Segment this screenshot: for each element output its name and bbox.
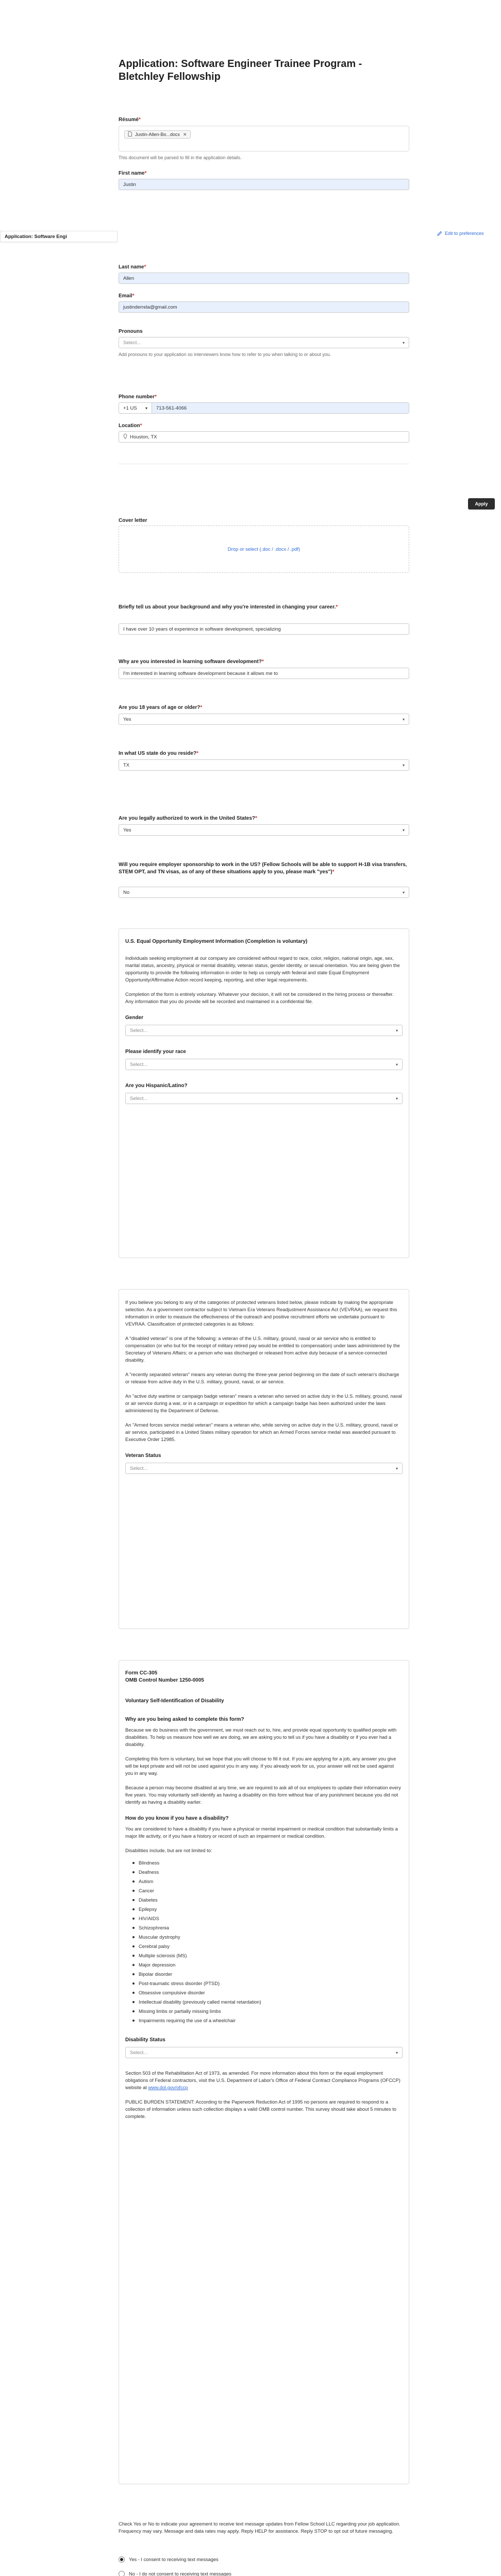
phone-label: Phone number* (119, 394, 157, 400)
disability-section (119, 1660, 409, 2484)
disability-status-label: Disability Status (125, 2037, 165, 2043)
race-select[interactable]: Select... ▾ (125, 1059, 403, 1070)
eeo-intro-2: Completion of the form is entirely voluntary. Whatever your decision, it will not be considered in the hiring process or thereafter. Any information that you do provide will be recorded and maintained in a confidential file. (125, 992, 394, 1004)
chevron-down-icon: ▾ (402, 717, 405, 722)
age-select[interactable]: Yes ▾ (119, 714, 409, 725)
list-item: Muscular dystrophy (132, 1933, 403, 1942)
resume-file-name: Justin-Allen-Bo...docx (135, 132, 180, 137)
disability-status-select[interactable]: Select... ▾ (125, 2047, 403, 2058)
veteran-section (119, 1289, 409, 1629)
pencil-icon (437, 231, 442, 236)
phone-country-select[interactable]: +1 US ▾ (119, 403, 152, 413)
resume-upload-box[interactable] (119, 126, 409, 151)
sticky-application-banner (0, 231, 118, 242)
first-name-input[interactable]: Justin (119, 179, 409, 190)
sticky-banner-text: Application: Software Engi (5, 233, 67, 240)
gender-select[interactable]: Select... ▾ (125, 1025, 403, 1036)
pronouns-select[interactable]: Select... ▾ (119, 337, 409, 348)
list-item: Bipolar disorder (132, 1970, 403, 1979)
chevron-down-icon: ▾ (395, 1096, 398, 1101)
cover-letter-drop-text: Drop or select (.doc / .docx / .pdf) (227, 546, 300, 552)
sms-consent-intro: Check Yes or No to indicate your agreement to receive text message updates from Fellow School LLC regarding your job application. Frequency may vary. Message and data rates may apply. Reply HELP for assistance. Reply STOP to opt out of future messaging. (119, 2521, 400, 2534)
veteran-status-select[interactable]: Select... ▾ (125, 1463, 403, 1474)
list-item: Cancer (132, 1886, 403, 1895)
burden-statement: PUBLIC BURDEN STATEMENT: According to the Paperwork Reduction Act of 1995 no persons are required to respond to a collection of information unless such collection displays a valid OMB control number. This survey should take about 5 minutes to complete. (125, 2099, 396, 2119)
chevron-down-icon: ▾ (145, 405, 147, 411)
list-item: Autism (132, 1877, 403, 1886)
disability-how-paragraph: You are considered to have a disability if you have a physical or mental impairment or medical condition that substantially limits a major life activity, or if you have a history or record of such an impairment or medical condition. (125, 1826, 398, 1839)
eeo-section (119, 928, 409, 1258)
edit-preferences-link[interactable] (437, 231, 484, 236)
email-input[interactable]: justinderrela@gmail.com (119, 301, 409, 313)
section-503-paragraph: Section 503 of the Rehabilitation Act of 1973, as amended. For more information about this form or the equal employment obligations of Federal contractors, visit the U.S. Department of Labor's Office of Federal Contract Compliance Programs (OFCCP) website at www.dol.gov/ofccp (125, 2071, 400, 2090)
document-icon (128, 131, 132, 138)
radio-selected[interactable] (119, 2556, 125, 2563)
cover-letter-label: Cover letter (119, 518, 147, 523)
resume-label: Résumé* (119, 117, 141, 123)
disability-list (125, 1858, 403, 2025)
gender-label: Gender (125, 1015, 144, 1021)
phone-input-group (119, 402, 409, 414)
list-item: Multiple sclerosis (MS) (132, 1951, 403, 1960)
veteran-status-label: Veteran Status (125, 1453, 161, 1459)
hispanic-label: Are you Hispanic/Latino? (125, 1083, 188, 1089)
cover-letter-dropzone[interactable] (119, 526, 409, 573)
list-item: Deafness (132, 1868, 403, 1877)
disability-title: Voluntary Self-Identification of Disability (125, 1698, 224, 1704)
location-input[interactable]: Houston, TX (119, 431, 409, 443)
recently-separated-definition: A "recently separated veteran" means any veteran during the three-year period beginning on the date of such veteran's discharge or release from active duty in the U.S. military, ground, naval, or air service. (125, 1372, 399, 1384)
list-item: Impairments requiring the use of a wheelchair (132, 2016, 403, 2025)
veteran-intro: If you believe you belong to any of the categories of protected veterans listed below, please indicate by making the appropriate selection. As a government contractor subject to Vietnam Era Veterans Readjustment Assistance Act (VEVRAA), we request this information in order to measure the effectiveness of the outreach and positive recruitment efforts we undertake pursuant to VEVRAA. Classification of protected categories is as follows: (125, 1300, 397, 1327)
disability-why-paragraph-3: Because a person may become disabled at any time, we are required to ask all of our employees to update their information every five years. You may voluntarily self-identify as having a disability on this form without fear of any punishment because you did not identify as having a disability earlier. (125, 1785, 401, 1805)
title-line-1: Application: Software Engineer Trainee Program - (119, 58, 362, 70)
disability-list-intro: Disabilities include, but are not limited to: (125, 1848, 212, 1853)
application-form (119, 0, 409, 2576)
list-item: Blindness (132, 1858, 403, 1868)
chevron-down-icon: ▾ (395, 2050, 398, 2055)
list-item: Epilepsy (132, 1905, 403, 1914)
edit-preferences-label: Edit to preferences (445, 231, 484, 236)
disability-why-paragraph: Because we do business with the government, we must reach out to, hire, and provide equal opportunity to qualified people with disabilities. To help us measure how well we are doing, we are asking you to tell us if you have a disability or if you ever had a disability. (125, 1727, 397, 1747)
list-item: Obsessive compulsive disorder (132, 1988, 403, 1997)
last-name-input[interactable]: Allen (119, 273, 409, 284)
list-item: HIV/AIDS (132, 1914, 403, 1923)
pronouns-help: Add pronouns to your application so interviewers know how to refer to you when talking to or about you. (119, 352, 331, 357)
list-item: Major depression (132, 1960, 403, 1970)
authorized-select[interactable]: Yes ▾ (119, 824, 409, 836)
chevron-down-icon: ▾ (402, 340, 405, 345)
chevron-down-icon: ▾ (402, 890, 405, 895)
hispanic-select[interactable]: Select... ▾ (125, 1093, 403, 1104)
eeo-intro: Individuals seeking employment at our company are considered without regard to race, color, religion, national origin, age, sex, marital status, ancestry, physical or mental disability, veteran status, gender identity, or sexual orientation. You are being given the opportunity to provide the following information in order to help us comply with federal and state Equal Employment Opportunity/Affirmative Action record keeping, reporting, and other legal requirements. (125, 956, 400, 982)
chevron-down-icon: ▾ (395, 1028, 398, 1033)
disability-why-paragraph-2: Completing this form is voluntary, but we hope that you will choose to fill it out. If you are applying for a job, any answer you give will be kept private and will not be used against you in any way. If you already work for us, your answer will not be used against you in any way. (125, 1756, 396, 1776)
close-icon[interactable]: ✕ (183, 131, 187, 137)
list-item: Cerebral palsy (132, 1942, 403, 1951)
disability-form-number: Form CC-305 (125, 1670, 158, 1676)
state-question-label: In what US state do you reside?* (119, 751, 199, 756)
disability-omb-number: OMB Control Number 1250-0005 (125, 1677, 204, 1683)
resume-note: This document will be parsed to fill in the application details. (119, 155, 242, 160)
radio-unselected[interactable] (119, 2571, 125, 2576)
state-select[interactable]: TX ▾ (119, 759, 409, 771)
chevron-down-icon: ▾ (402, 762, 405, 768)
sms-yes-radio[interactable]: Yes - I consent to receiving text messages (119, 2555, 219, 2564)
background-question-label: Briefly tell us about your background and why you're interested in changing your career.* (119, 604, 338, 610)
list-item: Schizophrenia (132, 1923, 403, 1933)
eeo-title: U.S. Equal Opportunity Employment Information (Completion is voluntary) (125, 939, 308, 944)
chevron-down-icon: ▾ (402, 827, 405, 833)
race-label: Please identify your race (125, 1049, 186, 1055)
sms-no-radio[interactable]: No - I do not consent to receiving text messages (119, 2570, 231, 2576)
list-item: Diabetes (132, 1895, 403, 1905)
first-name-label: First name* (119, 171, 147, 176)
chevron-down-icon: ▾ (395, 1466, 398, 1471)
page-title (119, 58, 409, 83)
apply-button[interactable]: Apply (468, 498, 495, 510)
authorized-question-label: Are you legally authorized to work in the United States?* (119, 816, 257, 821)
phone-number-input[interactable]: 713-561-4066 (152, 403, 409, 413)
why-input[interactable]: I'm interested in learning software development because it allows me to (119, 668, 409, 679)
list-item: Post-traumatic stress disorder (PTSD) (132, 1979, 403, 1988)
location-pin-icon (123, 434, 127, 440)
location-label: Location* (119, 423, 142, 429)
sponsor-select[interactable]: No ▾ (119, 887, 409, 898)
age-question-label: Are you 18 years of age or older?* (119, 705, 203, 710)
background-input[interactable]: I have over 10 years of experience in software development, specializing (119, 623, 409, 635)
resume-file-chip[interactable] (124, 130, 191, 139)
why-question-label: Why are you interested in learning software development?* (119, 659, 264, 665)
disability-how-question: How do you know if you have a disability? (125, 1816, 229, 1821)
sponsor-question-label: Will you require employer sponsorship to work in the US? (Fellow Schools will be able to support H-1B visa transfers, STEM OPT, and TN visas, as of any of these situations apply to you, please mark "yes")* (119, 862, 407, 875)
list-item: Intellectual disability (previously called mental retardation) (132, 1997, 403, 2007)
list-item: Missing limbs or partially missing limbs (132, 2007, 403, 2016)
pronouns-label: Pronouns (119, 329, 143, 334)
disabled-veteran-definition: A "disabled veteran" is one of the following: a veteran of the U.S. military, ground, naval or air service who is entitled to compensation (or who but for the receipt of military retired pay would be entitled to compensation) under laws administered by the Secretary of Veterans Affairs; or a person who was discharged or released from active duty because of a service-connected disability. (125, 1336, 400, 1363)
email-label: Email* (119, 293, 135, 299)
medal-veteran-definition: An "Armed forces service medal veteran" means a veteran who, while serving on active duty in the U.S. military, ground, naval or air service, participated in a United States military operation for which an Armed Forces service medal was awarded pursuant to Executive Order 12985. (125, 1422, 398, 1442)
last-name-label: Last name* (119, 264, 146, 270)
wartime-veteran-definition: An "active duty wartime or campaign badge veteran" means a veteran who served on active duty in the U.S. military, ground, naval or air service during a war, or in a campaign or expedition for which a campaign badge has been authorized under the laws administered by the Department of Defense. (125, 1394, 402, 1413)
disability-why-question: Why are you being asked to complete this form? (125, 1717, 244, 1722)
ofccp-link[interactable]: www.dol.gov/ofccp (148, 2085, 188, 2090)
chevron-down-icon: ▾ (395, 1062, 398, 1067)
title-line-2: Bletchley Fellowship (119, 71, 221, 82)
